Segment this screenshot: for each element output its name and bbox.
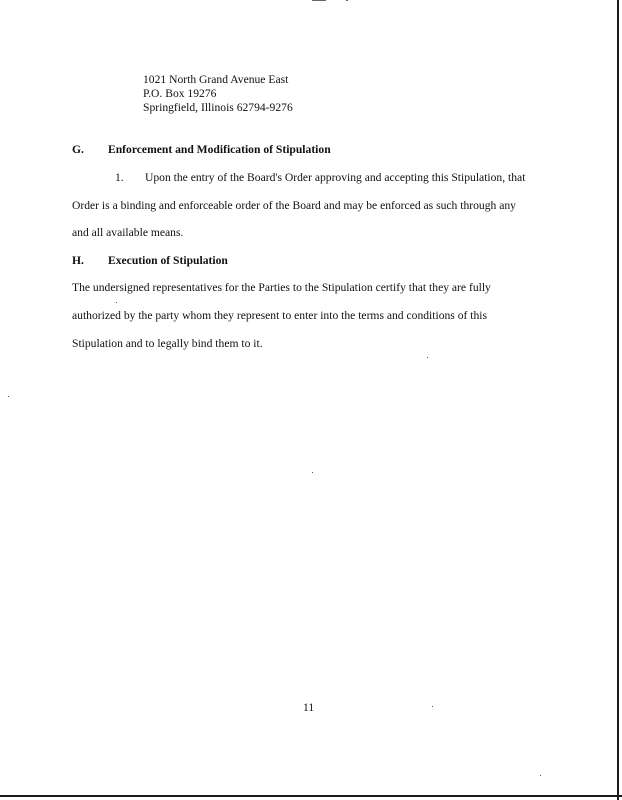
section-g-letter: G. (72, 143, 84, 156)
scan-speck (540, 775, 541, 776)
section-h-paragraph-line: authorized by the party whom they represent to enter into the terms and conditions of this (72, 309, 488, 322)
page-number: 11 (303, 701, 315, 714)
section-g-paragraph-line: and all available means. (72, 226, 184, 239)
section-h-letter: H. (72, 254, 84, 267)
section-h-paragraph-line: Stipulation and to legally bind them to it. (72, 337, 263, 350)
address-line-pobox: P.O. Box 19276 (143, 87, 217, 100)
section-g-paragraph-line: Upon the entry of the Board's Order approving and accepting this Stipulation, that (145, 171, 526, 184)
section-g-title: Enforcement and Modification of Stipulation (108, 143, 331, 156)
scan-speck (312, 472, 313, 473)
scan-mark (312, 0, 326, 1)
address-line-city: Springfield, Illinois 62794-9276 (143, 101, 293, 114)
scan-edge-right (617, 0, 619, 800)
scan-speck (432, 706, 433, 707)
scan-edge-bottom (0, 795, 622, 797)
section-h-paragraph-line: The undersigned representatives for the Parties to the Stipulation certify that they are fully (72, 281, 491, 294)
scan-speck (8, 396, 9, 397)
section-g-item-number: 1. (115, 171, 124, 184)
scan-speck (116, 302, 117, 303)
scan-speck (427, 357, 428, 358)
section-h-title: Execution of Stipulation (108, 254, 228, 267)
section-g-paragraph-line: Order is a binding and enforceable order of the Board and may be enforced as such through any (72, 199, 516, 212)
scan-mark (346, 0, 348, 1)
address-line-street: 1021 North Grand Avenue East (143, 73, 289, 86)
